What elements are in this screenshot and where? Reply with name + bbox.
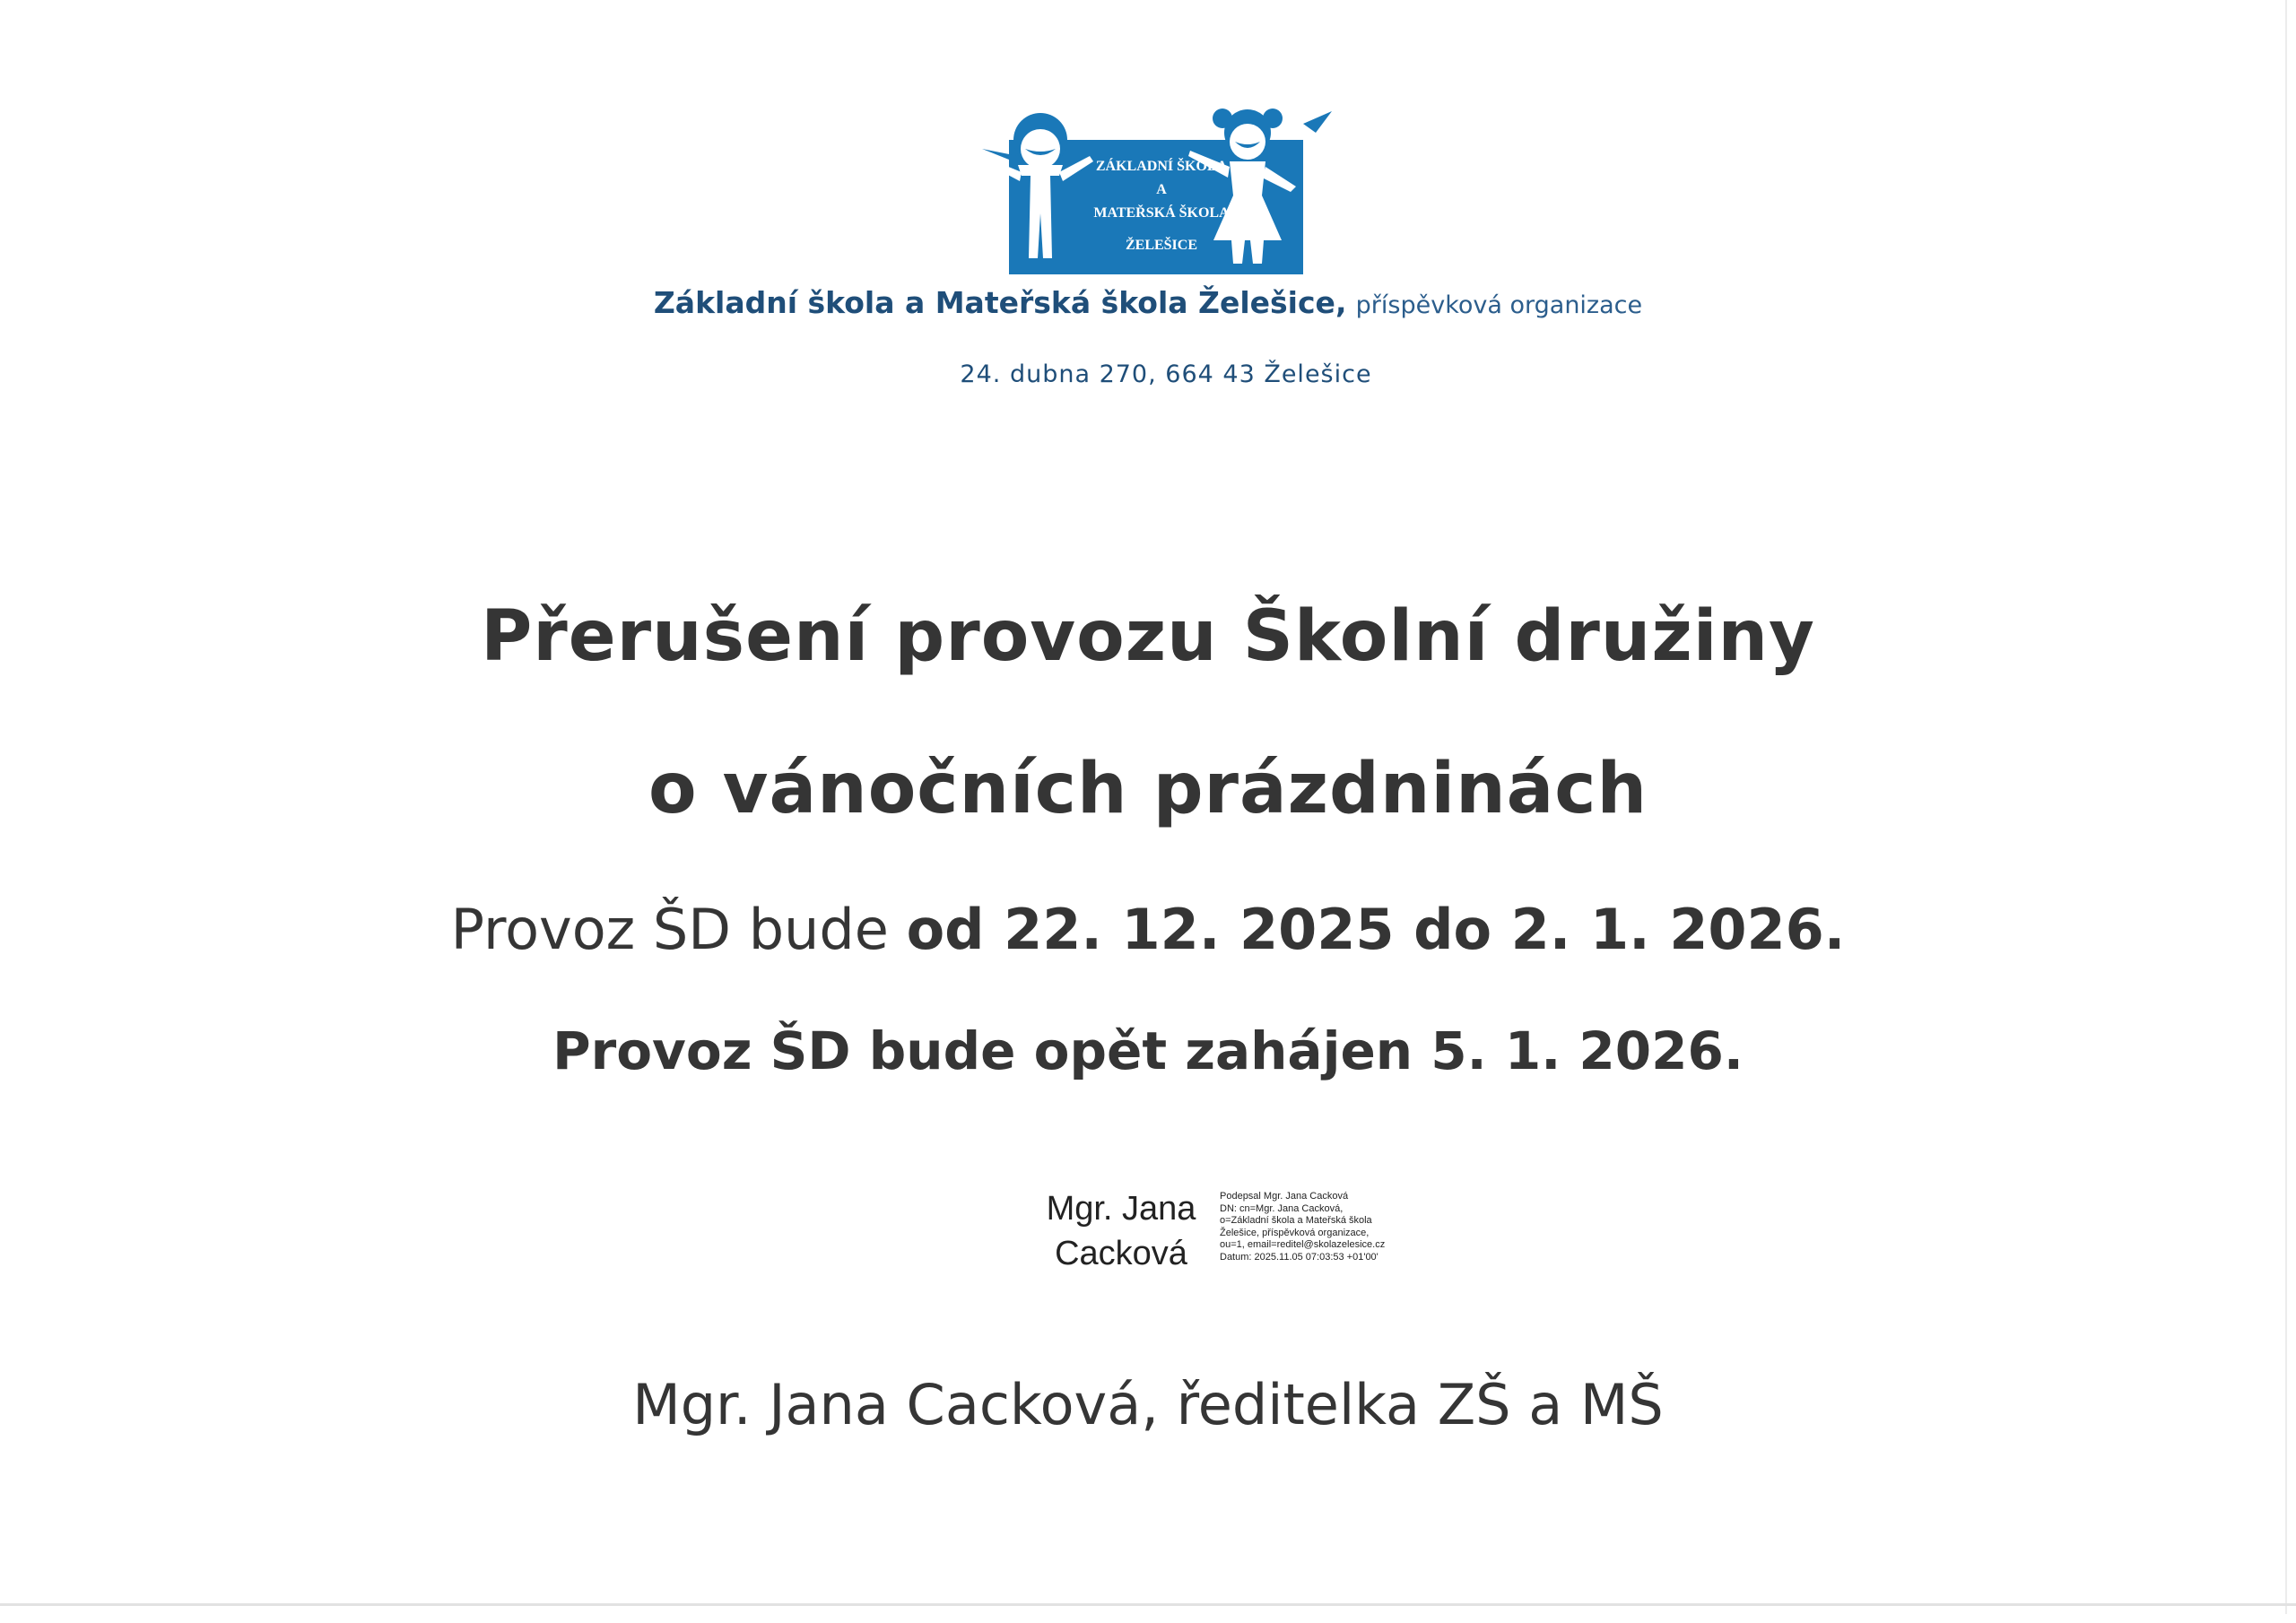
notice-title-line-2: o vánočních prázdninách xyxy=(648,749,1648,829)
closure-period-prefix: Provoz ŠD bude xyxy=(450,897,907,962)
signature-detail-line: Želešice, příspěvková organizace, xyxy=(1220,1227,1370,1238)
logo-line-1: ZÁKLADNÍ ŠKOLA xyxy=(1095,159,1228,174)
school-logo xyxy=(982,106,1332,276)
signature-detail-line: DN: cn=Mgr. Jana Cacková, xyxy=(1220,1202,1344,1214)
school-name: Základní škola a Mateřská škola Želešice, xyxy=(653,285,1347,320)
reopening-date: Provoz ŠD bude opět zahájen 5. 1. 2026. xyxy=(552,1020,1744,1081)
signature-detail-line: Datum: 2025.11.05 07:03:53 +01'00' xyxy=(1220,1251,1378,1263)
signature-detail-line: Podepsal Mgr. Jana Cacková xyxy=(1220,1191,1349,1202)
signature-detail-line: o=Základní škola a Mateřská škola xyxy=(1220,1215,1372,1226)
logo-line-2: A xyxy=(1156,182,1167,197)
scan-edge-bottom xyxy=(0,1603,2296,1606)
school-address: 24. dubna 270, 664 43 Želešice xyxy=(960,360,1372,388)
signature-name-line-1: Mgr. Jana xyxy=(1046,1190,1196,1228)
logo-line-3: MATEŘSKÁ ŠKOLA xyxy=(1093,205,1230,221)
signature-detail-line: ou=1, email=reditel@skolazelesice.cz xyxy=(1220,1239,1386,1250)
digital-signature-name xyxy=(1022,1186,1220,1276)
school-header xyxy=(0,285,2296,320)
closure-period-dates: od 22. 12. 2025 do 2. 1. 2026. xyxy=(906,897,1846,962)
closure-period xyxy=(0,897,2296,962)
digital-signature-details xyxy=(1220,1191,1435,1263)
logo-line-4: ŽELEŠICE xyxy=(1125,238,1198,253)
signatory-line: Mgr. Jana Cacková, ředitelka ZŠ a MŠ xyxy=(632,1372,1664,1437)
organization-type: příspěvková organizace xyxy=(1355,291,1643,319)
notice-title-line-1: Přerušení provozu Školní družiny xyxy=(481,596,1815,677)
signature-name-line-2: Cacková xyxy=(1055,1235,1187,1272)
